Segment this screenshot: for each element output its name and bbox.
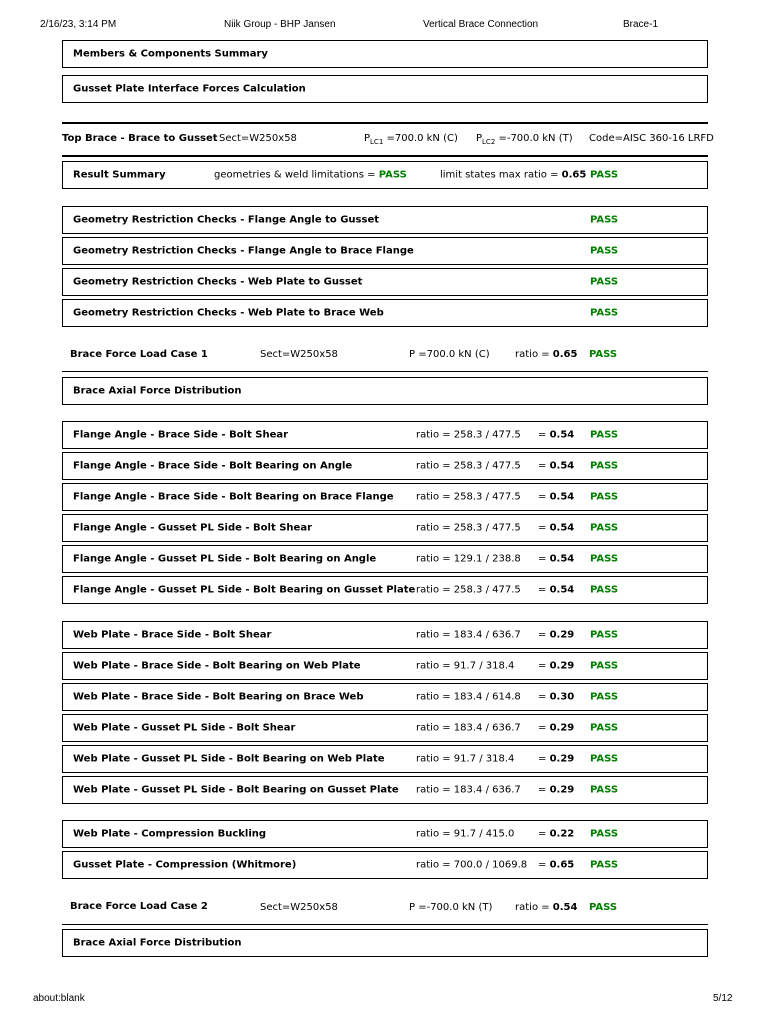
status-badge: PASS [590,553,619,565]
check-label: Web Plate - Brace Side - Bolt Bearing on Brace Web [73,691,364,703]
status-badge: PASS [590,276,619,288]
check-row [62,268,708,296]
company-project: Niik Group - BHP Jansen [224,19,336,30]
check-label: Geometry Restriction Checks - Web Plate to Brace Web [73,307,384,319]
status-badge: PASS [590,784,619,796]
section-title: Members & Components Summary [73,48,268,60]
check-row [62,820,708,848]
p-lc1: $P_{LC1} =700.0$ kN (C) [364,133,458,146]
check-ratio: ratio = 258.3 / 477.5 [416,491,521,503]
brace-id: Brace-1 [623,19,659,30]
check-row [62,421,708,449]
status-badge: PASS [590,660,619,672]
result-summary-row [62,161,708,189]
check-ratio: ratio = 183.4 / 636.7 [416,629,521,641]
status-badge: PASS [590,429,619,441]
check-label: Flange Angle - Brace Side - Bolt Shear [73,429,289,441]
check-label: Geometry Restriction Checks - Web Plate to Gusset [73,276,363,288]
check-ratio: ratio = 183.4 / 614.8 [416,691,521,703]
status-badge: PASS [590,491,619,503]
footer-url: about:blank [33,993,85,1004]
check-ratio: ratio = 700.0 / 1069.8 [416,859,528,871]
status-badge: PASS [590,460,619,472]
check-ratio: ratio = 183.4 / 636.7 [416,722,521,734]
check-row [62,576,708,604]
status-badge: PASS [590,722,619,734]
divider [62,371,708,372]
check-row [62,621,708,649]
section-title: Brace Axial Force Distribution [73,385,242,397]
check-ratio-value: = 0.29 [538,629,575,641]
lc1-force: P =700.0 kN (C) [409,349,490,360]
status-badge: PASS [590,828,619,840]
lc2-ratio: ratio = 0.54 [515,902,578,913]
lc1-section: Sect=W250x58 [260,349,338,360]
check-label: Flange Angle - Brace Side - Bolt Bearing on Angle [73,460,353,472]
check-label: Flange Angle - Gusset PL Side - Bolt Bearing on Gusset Plate [73,584,416,596]
p-lc2: $P_{LC2} =-700.0$ kN (T) [476,133,573,146]
limit-states-max-ratio: limit states max ratio = 0.65 [440,169,587,181]
check-ratio-value: = 0.54 [538,553,575,565]
check-label: Web Plate - Brace Side - Bolt Bearing on Web Plate [73,660,361,672]
design-code: Code=AISC 360-16 LRFD [589,133,714,144]
gusset-forces-section [62,75,708,103]
check-ratio-value: = 0.65 [538,859,575,871]
check-ratio: ratio = 183.4 / 636.7 [416,784,521,796]
check-label: Gusset Plate - Compression (Whitmore) [73,859,297,871]
status-badge: PASS [590,245,619,257]
check-ratio: ratio = 91.7 / 415.0 [416,828,515,840]
lc2-label: Brace Force Load Case 2 [70,901,208,912]
divider [62,155,708,157]
lc2-status-badge: PASS [589,902,618,913]
divider [62,924,708,925]
status-badge: PASS [590,307,619,319]
check-ratio: ratio = 258.3 / 477.5 [416,522,521,534]
status-badge: PASS [590,753,619,765]
check-row [62,545,708,573]
lc1-distribution-section [62,377,708,405]
check-ratio-value: = 0.29 [538,753,575,765]
check-row [62,851,708,879]
status-badge: PASS [590,584,619,596]
check-label: Web Plate - Brace Side - Bolt Shear [73,629,272,641]
check-label: Web Plate - Compression Buckling [73,828,267,840]
check-row [62,237,708,265]
check-row [62,652,708,680]
check-label: Web Plate - Gusset PL Side - Bolt Shear [73,722,296,734]
check-ratio: ratio = 91.7 / 318.4 [416,660,515,672]
lc1-ratio: ratio = 0.65 [515,349,578,360]
check-ratio-value: = 0.54 [538,584,575,596]
check-row [62,206,708,234]
check-label: Geometry Restriction Checks - Flange Angle to Gusset [73,214,380,226]
check-row [62,299,708,327]
check-ratio-value: = 0.29 [538,784,575,796]
check-label: Geometry Restriction Checks - Flange Angle to Brace Flange [73,245,414,257]
section-title: Brace Axial Force Distribution [73,937,242,949]
status-badge: PASS [590,522,619,534]
check-label: Flange Angle - Gusset PL Side - Bolt Shear [73,522,312,534]
geometry-status-badge: PASS [378,169,407,181]
check-ratio-value: = 0.22 [538,828,575,840]
result-summary-label: Result Summary [73,169,166,181]
check-ratio-value: = 0.29 [538,722,575,734]
check-row [62,776,708,804]
check-label: Web Plate - Gusset PL Side - Bolt Bearing on Gusset Plate [73,784,399,796]
check-label: Flange Angle - Gusset PL Side - Bolt Bearing on Angle [73,553,377,565]
check-ratio-value: = 0.54 [538,491,575,503]
status-badge: PASS [590,859,619,871]
status-badge: PASS [590,214,619,226]
check-ratio: ratio = 258.3 / 477.5 [416,429,521,441]
check-row [62,714,708,742]
check-ratio-value: = 0.54 [538,522,575,534]
page-number: 5/12 [713,993,733,1004]
check-row [62,683,708,711]
lc2-force: P =-700.0 kN (T) [409,902,493,913]
geometry-limitations: geometries & weld limitations = PASS [214,169,407,181]
top-brace-label: Top Brace - Brace to Gusset [62,133,218,144]
lc2-section: Sect=W250x58 [260,902,338,913]
check-row [62,452,708,480]
lc1-status-badge: PASS [589,349,618,360]
lc1-label: Brace Force Load Case 1 [70,349,208,360]
check-label: Flange Angle - Brace Side - Bolt Bearing on Brace Flange [73,491,394,503]
status-badge: PASS [590,691,619,703]
document-title: Vertical Brace Connection [423,19,539,30]
divider [62,122,708,124]
check-row [62,745,708,773]
top-brace-section: Sect=W250x58 [219,133,297,144]
status-badge: PASS [590,169,619,181]
lc2-distribution-section [62,929,708,957]
check-ratio-value: = 0.29 [538,660,575,672]
check-row [62,514,708,542]
check-ratio-value: = 0.54 [538,460,575,472]
check-row [62,483,708,511]
members-summary-section [62,40,708,68]
check-ratio-value: = 0.30 [538,691,575,703]
print-datetime: 2/16/23, 3:14 PM [40,19,117,30]
check-label: Web Plate - Gusset PL Side - Bolt Bearing on Web Plate [73,753,385,765]
check-ratio: ratio = 91.7 / 318.4 [416,753,515,765]
check-ratio: ratio = 258.3 / 477.5 [416,584,521,596]
check-ratio: ratio = 258.3 / 477.5 [416,460,521,472]
check-ratio-value: = 0.54 [538,429,575,441]
check-ratio: ratio = 129.1 / 238.8 [416,553,521,565]
status-badge: PASS [590,629,619,641]
section-title: Gusset Plate Interface Forces Calculation [73,83,306,95]
